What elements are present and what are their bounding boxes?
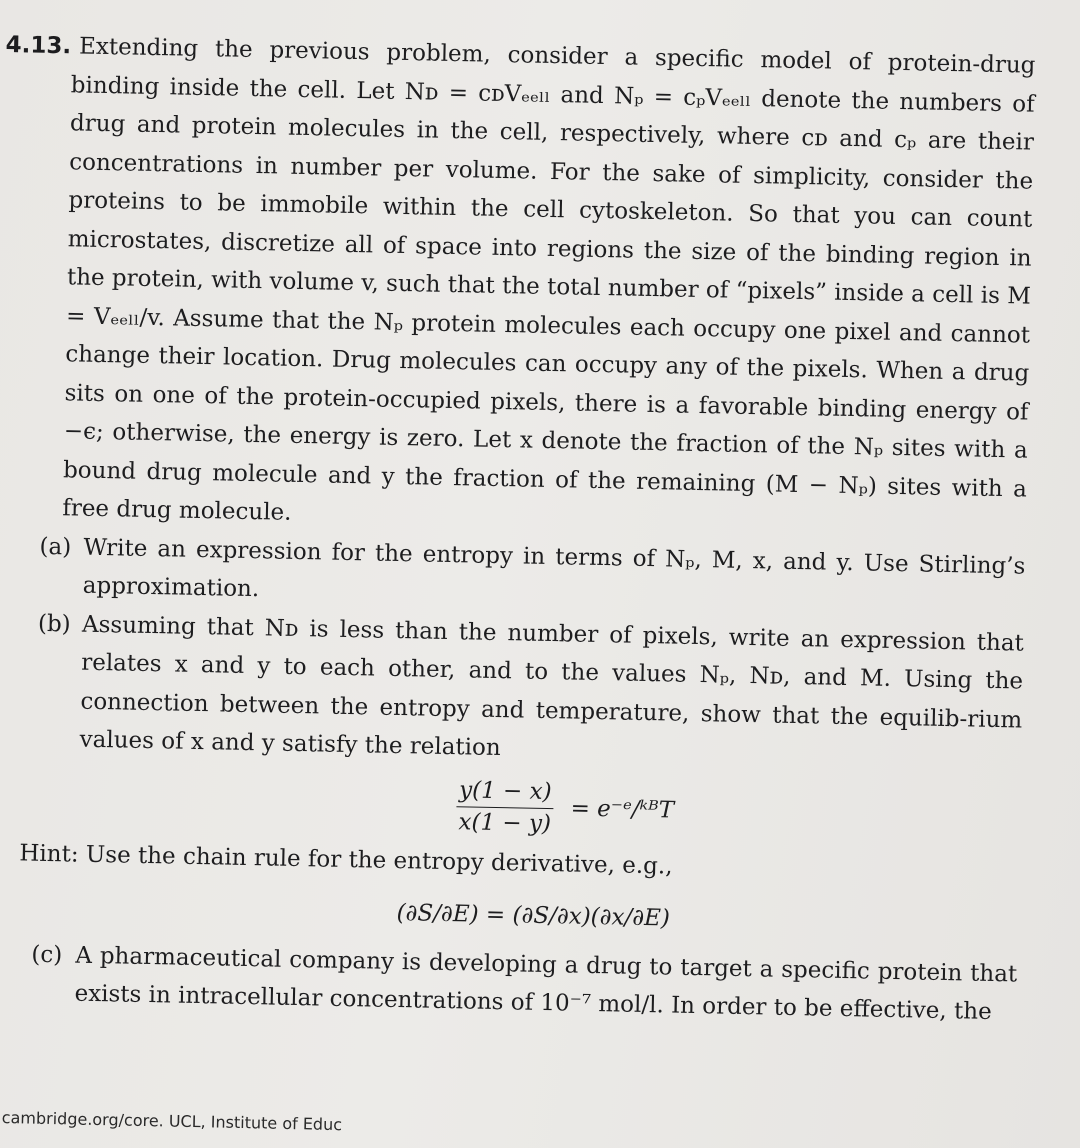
problem-number: 4.13.: [5, 31, 72, 60]
problem-block: [0, 26, 1036, 1032]
equation-rhs: = e⁻ᵉ/ᵏᴮT: [570, 795, 675, 824]
equation-numerator: y(1 − x): [457, 777, 554, 810]
part-c-label: (c): [31, 941, 63, 968]
hint-text: Hint: Use the chain rule for the entropy derivative, e.g.,: [19, 840, 673, 880]
problem-intro-text: Extending the previous problem, consider a specific model of protein-drug binding inside the cell. Let Nᴅ = cᴅVₑₑₗₗ and Nₚ = cₚVₑₑₗₗ denote the numbers of drug and protein molecules in the cell, respectively, where cᴅ and cₚ are their concentrations in number per volume. For the sake of simplicity, consider the proteins to be immobile within the cell cytoskeleton. So that you can count microstates, discretize all of space into regions the size of the binding region in the protein, with volume v, such that the total number of “pixels” inside a cell is M = Vₑₑₗₗ/v. Assume that the Nₚ protein molecules each occupy one pixel and cannot change their location. Drug molecules can occupy any of the pixels. When a drug sits on one of the protein-occupied pixels, there is a favorable binding energy of −ϵ; otherwise, the energy is zero. Let x denote the fraction of the Nₚ sites with a bound drug molecule and y the fraction of the remaining (M − Nₚ) sites with a free drug molecule.: [62, 33, 1036, 526]
part-a-label: (a): [39, 533, 72, 560]
chain-rule-equation: (∂S/∂E) = (∂S/∂x)(∂x/∂E): [396, 900, 671, 932]
equation-fraction: [456, 777, 554, 839]
part-b-label: (b): [37, 610, 71, 637]
problem-intro: [0, 26, 1036, 547]
part-c: [0, 935, 1018, 1033]
part-c-text: A pharmaceutical company is developing a drug to target a specific protein that exists in intracellular concentrations of 10⁻⁷ mol/l. In order to be effective, the: [74, 942, 1018, 1026]
part-b-text: Assuming that Nᴅ is less than the number of pixels, write an expression that relates x and y to each other, and to the values Nₚ, Nᴅ, and M. Using the connection between the entropy and temperature, show that the equilib-rium values of x and y satisfy the relation: [79, 611, 1025, 762]
part-a-text: Write an expression for the entropy in terms of Nₚ, M, x, and y. Use Stirling’s approximation.: [82, 534, 1026, 603]
footer-source: cambridge.org/core. UCL, Institute of Educ: [1, 1108, 343, 1135]
equation-denominator: x(1 − y): [458, 809, 552, 838]
equilibrium-equation: [110, 770, 1021, 848]
part-b: [0, 603, 1024, 778]
